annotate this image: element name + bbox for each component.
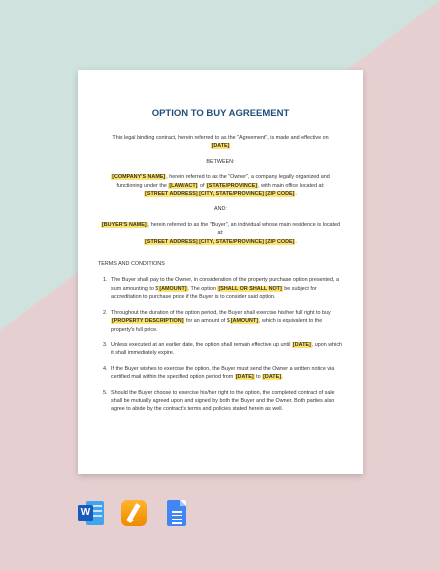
owner-text-1: , herein referred to as the "Owner", a company legally organized and functioning under the	[116, 174, 330, 189]
term-item	[109, 389, 343, 414]
amount-placeholder: [AMOUNT]	[159, 285, 187, 292]
term-text: for an amount of $	[185, 318, 230, 325]
term-item	[109, 365, 343, 382]
owner-paragraph	[98, 173, 343, 198]
state-placeholder: [STATE/PROVINCE]	[206, 182, 258, 189]
date-placeholder: [DATE]	[235, 374, 254, 381]
term-text: .	[282, 374, 284, 381]
owner-text-3: , with main office located at:	[258, 182, 325, 189]
between-label: BETWEEN:	[206, 158, 235, 165]
date-placeholder: [DATE]	[292, 341, 311, 348]
term-text: , upon which it shall immediately expire.	[111, 341, 343, 357]
amount-placeholder: [AMOUNT]	[230, 318, 258, 325]
owner-text-2: of	[199, 182, 205, 189]
property-placeholder: [PROPERTY DESCRIPTION]	[112, 318, 184, 325]
intro-paragraph	[98, 134, 343, 151]
document-page	[78, 70, 363, 474]
owner-address-placeholder: [STREET ADDRESS] [CITY, STATE/PROVINCE] [ZIP CODE]	[145, 191, 295, 198]
document-title: OPTION TO BUY AGREEMENT	[151, 108, 290, 119]
term-item	[109, 341, 343, 358]
term-text: to	[256, 374, 261, 381]
format-icons	[78, 500, 190, 526]
term-text: If the Buyer wishes to exercise the option, the Buyer must send the Owner a written notice via certified mail within the specified option period from	[111, 365, 335, 381]
shall-placeholder: [SHALL OR SHALL NOT]	[218, 285, 282, 292]
term-text: Unless executed at an earlier date, the option shall remain effective up until	[111, 341, 291, 348]
owner-end: .	[295, 191, 297, 198]
google-docs-icon[interactable]	[164, 500, 190, 526]
intro-text: This legal binding contract, herein referred to as the "Agreement", is made and effective on	[112, 135, 329, 141]
buyer-text-1: , herein referred to as the "Buyer", an individual whose main residence is located at:	[147, 221, 341, 237]
term-text: be subject for accreditation to purchase price if the Buyer is to consider said option.	[111, 285, 317, 301]
term-text: , which is equivalent to the property's full price.	[111, 318, 323, 333]
pages-icon[interactable]	[121, 500, 147, 526]
term-item	[109, 276, 343, 301]
intro-date-placeholder: [DATE]	[211, 143, 230, 150]
buyer-end: .	[295, 238, 297, 245]
terms-heading: TERMS AND CONDITIONS	[98, 261, 165, 268]
company-name-placeholder: [COMPANY'S NAME]	[112, 174, 166, 181]
term-item	[109, 309, 343, 334]
buyer-paragraph	[98, 221, 343, 246]
term-text: Throughout the duration of the option period, the Buyer shall exercise his/her full right to buy	[111, 309, 331, 316]
term-text: Should the Buyer choose to exercise his/her right to the option, the completed contract of sale shall be mutually agreed upon and signed by both the Buyer and the Owner. Both parties also agree to abide by the contract's terms and policies stated herein as well.	[111, 389, 335, 413]
law-placeholder: [LAW/ACT]	[169, 182, 198, 189]
buyer-name-placeholder: [BUYER'S NAME]	[101, 221, 147, 228]
word-letter: W	[78, 505, 93, 521]
date-placeholder: [DATE]	[263, 374, 281, 381]
term-text: . The option	[187, 285, 216, 292]
and-label: AND:	[214, 206, 227, 213]
buyer-address-placeholder: [STREET ADDRESS] [CITY, STATE/PROVINCE] [ZIP CODE]	[145, 238, 295, 245]
terms-list	[98, 276, 343, 413]
term-text: The Buyer shall pay to the Owner, in consideration of the property purchase option presented, a sum amounting to $	[111, 277, 340, 292]
word-icon[interactable]	[78, 500, 104, 526]
